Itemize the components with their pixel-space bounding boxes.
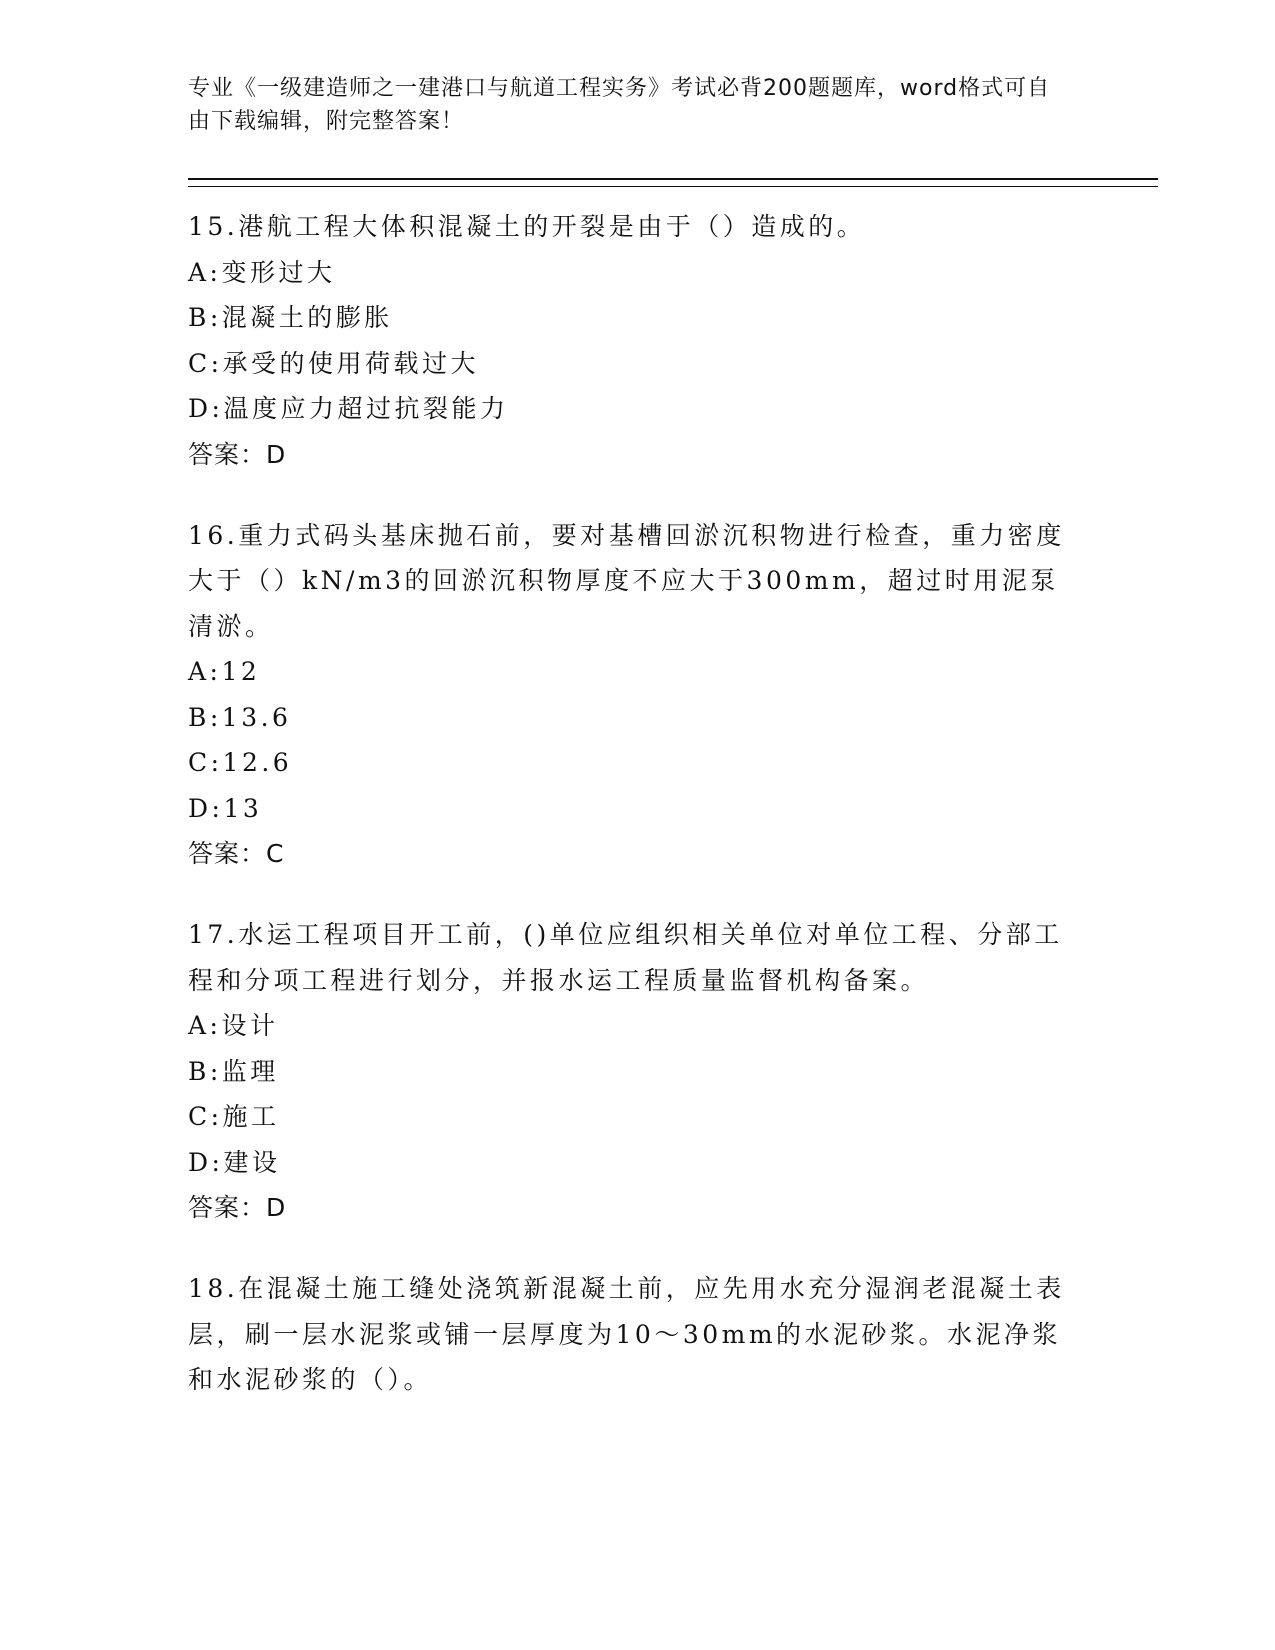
option-c: C:施工 [188, 1102, 280, 1131]
option-b: B:混凝土的膨胀 [188, 303, 393, 332]
option-b: B:13.6 [188, 702, 292, 732]
page-header: 专业《一级建造师之一建港口与航道工程实务》考试必背200题题库，word格式可自由下载编辑，附完整答案！ [188, 76, 1051, 134]
question-17 [188, 912, 1083, 1231]
option-b: B:监理 [188, 1056, 279, 1086]
option-d: D:13 [188, 793, 263, 823]
header-divider [188, 178, 1158, 187]
option-c: C:12.6 [188, 748, 293, 777]
option-c: C:承受的使用荷载过大 [188, 348, 480, 378]
question-list [188, 204, 1083, 1438]
question-18 [188, 1266, 1083, 1403]
option-a: A:设计 [188, 1011, 279, 1040]
option-d: D:建设 [188, 1147, 281, 1177]
question-stem: 18.在混凝土施工缝处浇筑新混凝土前，应先用水充分湿润老混凝土表层，刷一层水泥浆或铺一层厚度为10～30mm的水泥砂浆。水泥净浆和水泥砂浆的（）。 [188, 1274, 1065, 1394]
answer: 答案：D [188, 439, 287, 469]
question-stem: 16.重力式码头基床抛石前，要对基槽回淤沉积物进行检查，重力密度大于（）kN/m3的回淤沉积物厚度不应大于300mm，超过时用泥泵清淤。 [188, 520, 1065, 641]
option-d: D:温度应力超过抗裂能力 [188, 394, 509, 423]
question-16 [188, 513, 1083, 878]
question-stem: 17.水运工程项目开工前，()单位应组织相关单位对单位工程、分部工程和分项工程进行划分，并报水运工程质量监督机构备案。 [188, 920, 1063, 995]
option-a: A:变形过大 [188, 257, 336, 287]
option-a: A:12 [188, 657, 261, 686]
answer: 答案：C [188, 839, 285, 868]
question-15 [188, 204, 1083, 478]
answer: 答案：D [188, 1193, 287, 1222]
question-stem: 15.港航工程大体积混凝土的开裂是由于（）造成的。 [188, 212, 866, 241]
